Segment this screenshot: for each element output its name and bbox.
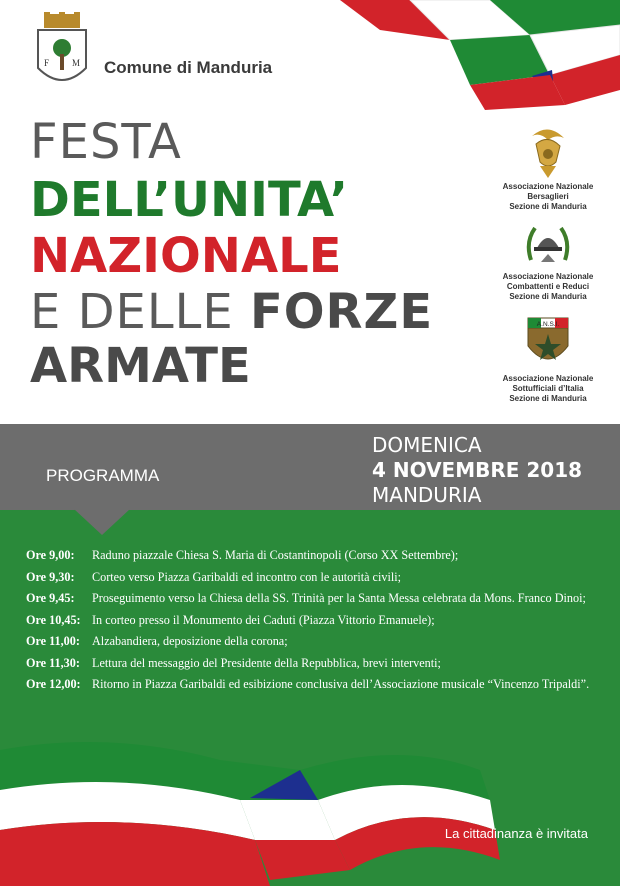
schedule-time: Ore 9,30: (26, 569, 75, 584)
schedule-time: Ore 10,45: (26, 612, 81, 627)
municipality-name: Comune di Manduria (104, 58, 273, 77)
schedule-time: Ore 9,45: (26, 591, 75, 605)
schedule-time: Ore 12,00: (26, 677, 81, 691)
italian-flag-ribbon-bottom (0, 730, 500, 886)
svg-text:A.N.S.I.: A.N.S.I. (536, 321, 560, 328)
association-name: Associazione Nazionale Bersaglieri Sezione di Manduria (502, 182, 594, 211)
coat-of-arms-icon (30, 12, 94, 94)
schedule-item (26, 548, 616, 570)
event-date: 4 NOVEMBRE 2018 (372, 458, 583, 482)
band-pointer (74, 509, 130, 535)
schedule-text: Lettura del messaggio del Presidente della Repubblica, brevi interventi; (92, 655, 441, 670)
schedule-text: In corteo presso il Monumento dei Caduti (Piazza Vittorio Emanuele); (92, 612, 435, 627)
schedule-text: Raduno piazzale Chiesa S. Maria di Costantinopoli (Corso XX Settembre); (92, 548, 459, 562)
title-line-1: FESTA (30, 114, 182, 170)
schedule-text: Alzabandiera, deposizione della corona; (92, 634, 288, 648)
italian-flag-ribbon-top (300, 0, 620, 110)
association-combattenti (496, 220, 600, 302)
schedule-item (26, 634, 616, 656)
title-line-5: ARMATE (30, 338, 251, 394)
svg-text:F: F (44, 58, 50, 68)
svg-text:M: M (72, 58, 81, 68)
title-line-3: NAZIONALE (30, 228, 342, 284)
schedule-text: Ritorno in Piazza Garibaldi ed esibizione conclusiva dell’Associazione musicale “Vincenzo Tripaldi”. (92, 677, 590, 691)
association-bersaglieri (496, 126, 600, 212)
event-day: DOMENICA (372, 433, 482, 457)
schedule-text: Corteo verso Piazza Garibaldi ed incontro con le autorità civili; (92, 569, 401, 584)
schedule-time: Ore 9,00: (26, 548, 75, 562)
title-line-4: E DELLE FORZE (30, 284, 434, 340)
schedule-item (26, 591, 616, 613)
schedule-item (26, 570, 616, 592)
helmet-wreath-icon (523, 220, 573, 270)
association-name: Associazione Nazionale Combattenti e Reduci Sezione di Manduria (502, 272, 594, 301)
schedule-item (26, 613, 616, 635)
bersaglieri-plume-icon (526, 126, 570, 180)
association-sottufficiali (496, 316, 600, 404)
schedule-time: Ore 11,00: (26, 634, 80, 648)
programma-label: PROGRAMMA (46, 466, 160, 485)
invitation-text: La cittadinanza è invitata (444, 826, 588, 841)
schedule-item (26, 677, 616, 699)
association-name: Associazione Nazionale Sottufficiali d’Italia Sezione di Manduria (502, 374, 594, 403)
ansi-shield-icon (524, 316, 572, 372)
schedule-item (26, 656, 616, 678)
schedule-time: Ore 11,30: (26, 655, 80, 670)
schedule-text: Proseguimento verso la Chiesa della SS. Trinità per la Santa Messa celebrata da Mons. Franco Dinoi; (92, 591, 586, 605)
event-place: MANDURIA (372, 483, 482, 507)
title-line-2: DELL’UNITA’ (30, 172, 348, 228)
schedule-list (26, 548, 616, 699)
